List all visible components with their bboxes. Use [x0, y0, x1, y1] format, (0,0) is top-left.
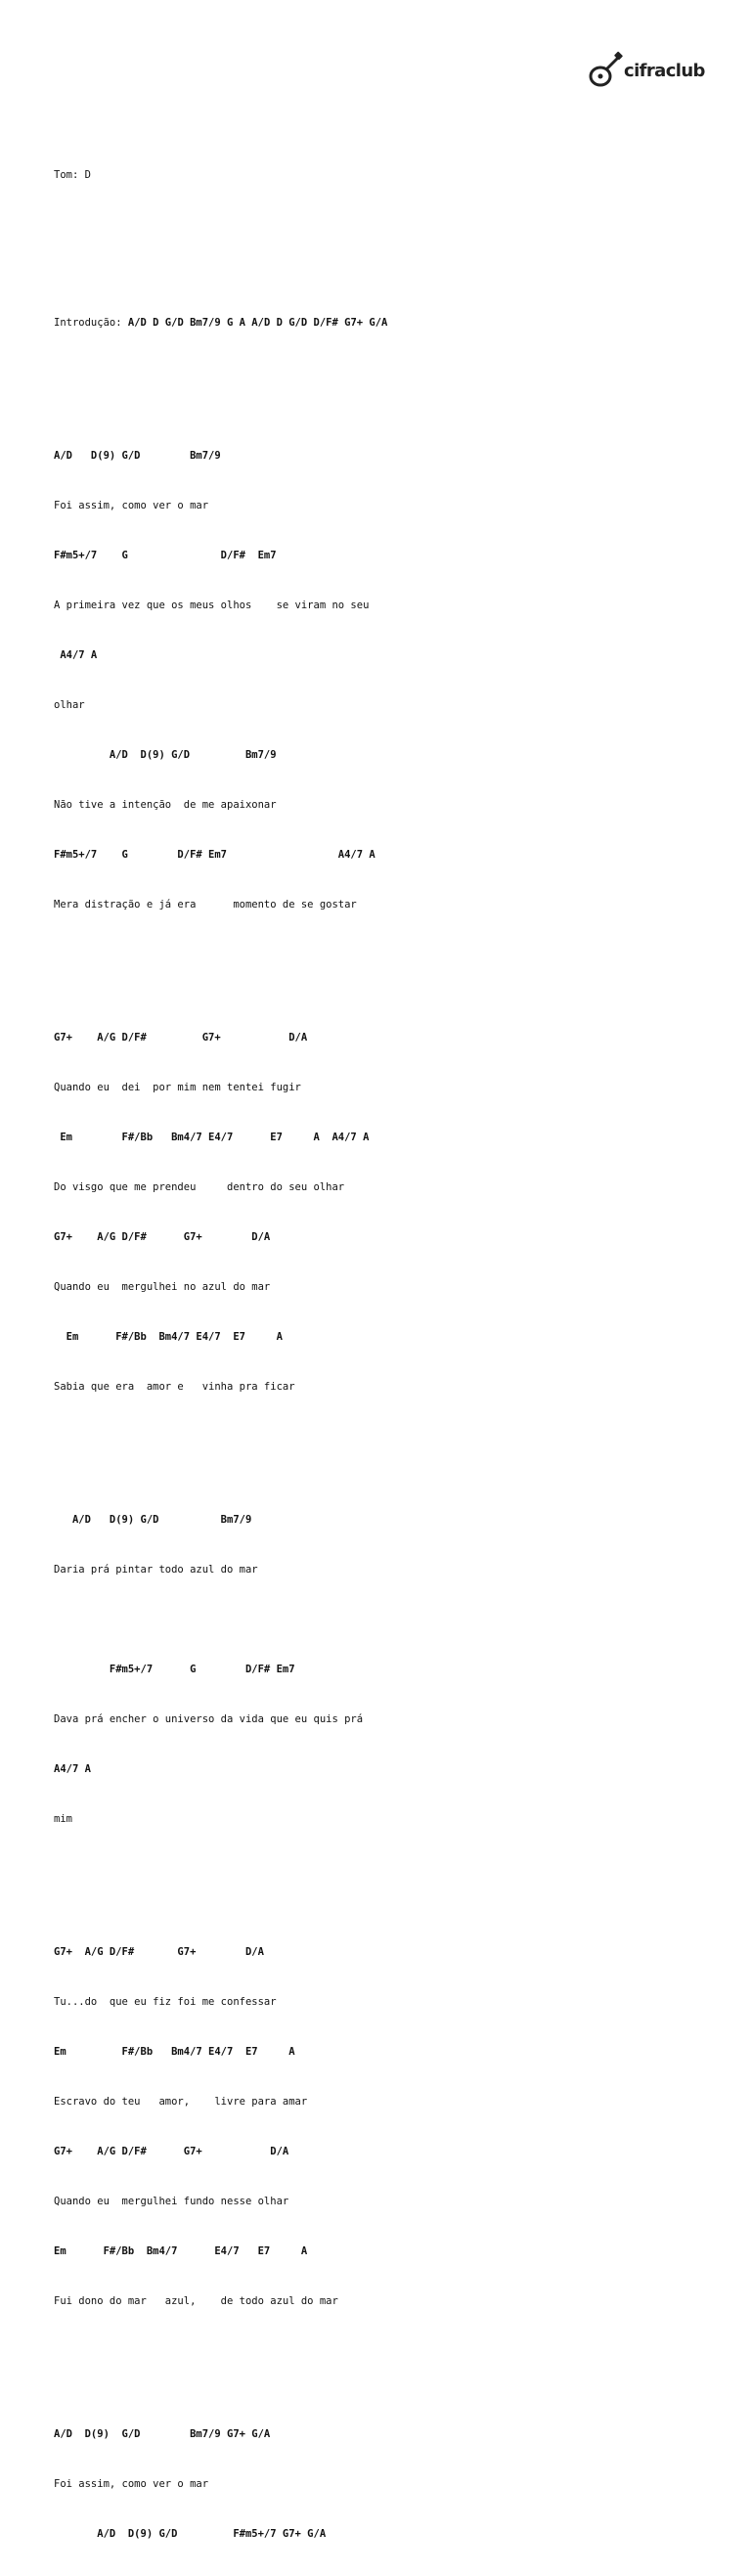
intro-line [54, 315, 387, 332]
blank-line [54, 1429, 387, 1445]
chord-line: G7+ A/G D/F# G7+ D/A [54, 2146, 289, 2157]
blank-line [54, 1861, 387, 1878]
key-value: D [84, 169, 91, 181]
chord-line: F#m5+/7 G D/F# Em7 [54, 550, 277, 561]
lyric-line: Fui dono do mar azul, de todo azul do mar [54, 2295, 338, 2307]
chord-line: Em F#/Bb Bm4/7 E4/7 E7 A [54, 1331, 283, 1343]
intro-chords: A/D D G/D Bm7/9 G A A/D D G/D D/F# G7+ G/A [127, 317, 388, 329]
chord-line: G7+ A/G D/F# G7+ D/A [54, 1946, 264, 1958]
lyric-line: Tu...do que eu fiz foi me confessar [54, 1996, 277, 2008]
lyric-line: Escravo do teu amor, livre para amar [54, 2096, 308, 2108]
chord-line: A4/7 A [54, 649, 98, 661]
chord-line: Em F#/Bb Bm4/7 E4/7 E7 A [54, 2245, 308, 2257]
lyric-line: Do visgo que me prendeu dentro do seu olhar [54, 1181, 345, 1193]
lyric-line: Sabia que era amor e vinha pra ficar [54, 1381, 295, 1393]
lyric-line: Não tive a intenção de me apaixonar [54, 799, 277, 811]
lyric-line: Foi assim, como ver o mar [54, 2478, 209, 2490]
chord-line: A/D D(9) G/D Bm7/9 G7+ G/A [54, 2428, 271, 2440]
chord-line: F#m5+/7 G D/F# Em7 [54, 1664, 295, 1675]
chord-line: Em F#/Bb Bm4/7 E4/7 E7 A [54, 2046, 295, 2058]
chord-line: G7+ A/G D/F# G7+ D/A [54, 1231, 271, 1243]
lyric-line: Quando eu mergulhei fundo nesse olhar [54, 2196, 289, 2207]
blank-line [54, 1612, 387, 1628]
lyric-line: Foi assim, como ver o mar [54, 500, 209, 511]
brand-name: cifraclub [624, 60, 705, 81]
chord-line: F#m5+/7 G D/F# Em7 A4/7 A [54, 849, 376, 861]
chord-line: A/D D(9) G/D Bm7/9 [54, 749, 277, 761]
blank-line [54, 267, 387, 282]
key-line [54, 167, 387, 184]
lyric-line: Quando eu mergulhei no azul do mar [54, 1281, 271, 1293]
lyric-line: A primeira vez que os meus olhos se viram no seu [54, 600, 370, 611]
blank-line [54, 365, 387, 381]
lyric-line: Mera distração e já era momento de se gostar [54, 899, 357, 910]
blank-line [54, 2343, 387, 2360]
blank-line [54, 947, 387, 963]
cifraclub-logo [590, 51, 705, 88]
lyric-line: mim [54, 1813, 72, 1825]
key-label: Tom: [54, 169, 79, 181]
lyric-line: Quando eu dei por mim nem tentei fugir [54, 1082, 301, 1093]
lyric-line: Dava prá encher o universo da vida que eu quis prá [54, 1713, 364, 1725]
chord-line: Em F#/Bb Bm4/7 E4/7 E7 A A4/7 A [54, 1132, 370, 1143]
chord-line: A4/7 A [54, 1763, 91, 1775]
guitar-icon [590, 51, 623, 88]
chord-line: A/D D(9) G/D F#m5+/7 G7+ G/A [54, 2528, 327, 2540]
blank-line [54, 217, 387, 234]
intro-label: Introdução: [54, 317, 122, 329]
chord-line: A/D D(9) G/D Bm7/9 [54, 450, 221, 462]
chord-line: A/D D(9) G/D Bm7/9 [54, 1514, 252, 1526]
chord-line: G7+ A/G D/F# G7+ D/A [54, 1032, 308, 1044]
song-sheet [54, 134, 387, 2576]
lyric-line: Daria prá pintar todo azul do mar [54, 1564, 258, 1576]
lyric-line: olhar [54, 699, 85, 711]
